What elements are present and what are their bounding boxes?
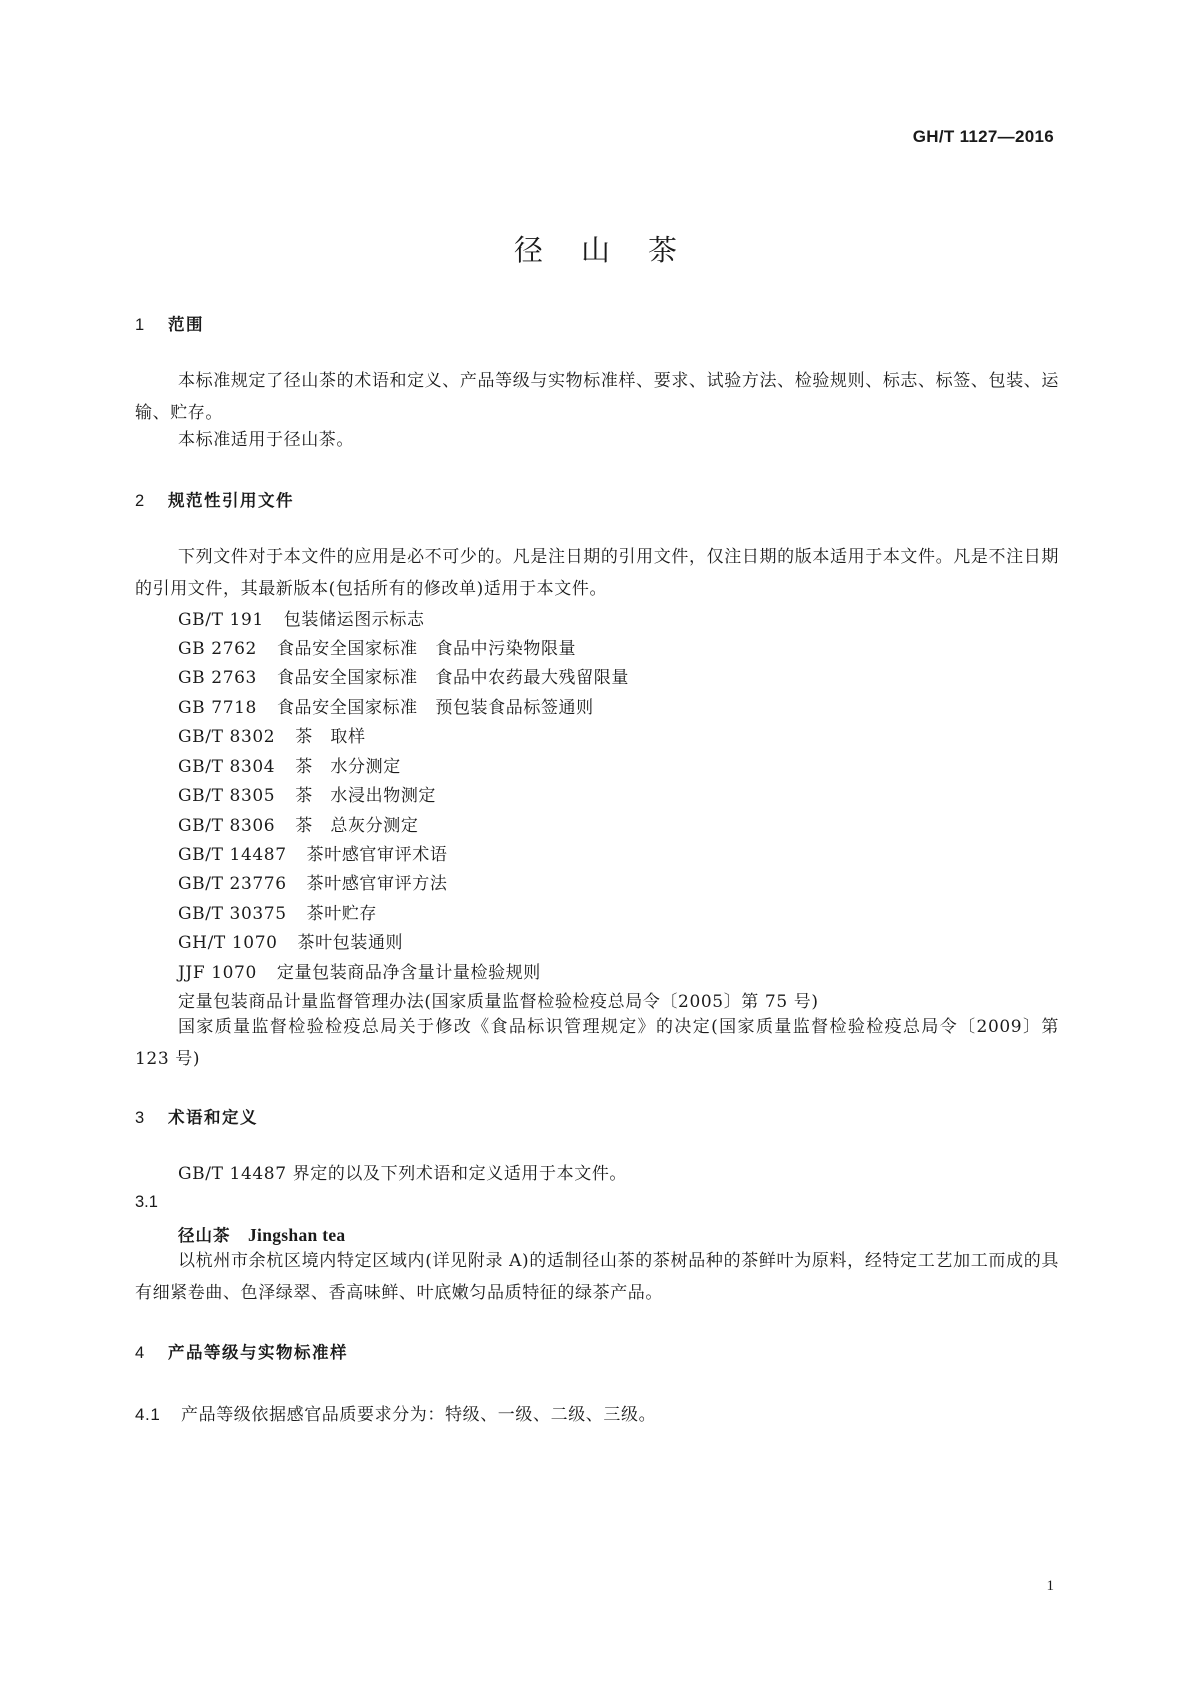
section-number: 3	[135, 1109, 146, 1127]
reference-code: GB/T 8304	[178, 757, 276, 777]
reference-title: 茶 水分测定	[295, 757, 401, 777]
section-title: 范围	[168, 315, 204, 334]
reference-code: GB/T 23776	[178, 874, 287, 894]
section-2-heading	[135, 487, 294, 511]
document-title: 径山茶	[513, 233, 715, 267]
reference-title: 茶叶感官审评方法	[306, 874, 448, 894]
reference-code: GB 2763	[178, 668, 257, 688]
reference-item	[178, 928, 403, 953]
clause-number: 3.1	[135, 1193, 158, 1211]
reference-item	[178, 722, 366, 747]
reference-item	[178, 840, 447, 865]
reference-code: GB/T 14487	[178, 845, 287, 865]
term-english: Jingshan tea	[248, 1225, 346, 1245]
reference-item	[178, 605, 425, 630]
reference-code: GB/T 8305	[178, 786, 276, 806]
reference-item	[178, 663, 629, 688]
reference-item	[178, 752, 401, 777]
scope-applicability: 本标准适用于径山茶。	[178, 430, 354, 450]
standard-number: GH/T 1127—2016	[912, 127, 1054, 146]
section-title: 术语和定义	[168, 1108, 258, 1127]
terms-intro: GB/T 14487 界定的以及下列术语和定义适用于本文件。	[178, 1164, 628, 1184]
reference-code: GH/T 1070	[178, 933, 278, 953]
page-number: 1	[1046, 1578, 1054, 1594]
reference-title: 茶 总灰分测定	[295, 816, 419, 836]
section-4-heading	[135, 1339, 348, 1363]
section-1-heading	[135, 311, 204, 335]
reference-code: GB/T 8306	[178, 816, 276, 836]
reference-title: 茶 水浸出物测定	[295, 786, 437, 806]
section-number: 1	[135, 316, 146, 334]
reference-title: 定量包装商品净含量计量检验规则	[276, 963, 541, 983]
reference-item	[178, 958, 541, 983]
reference-code: GB/T 8302	[178, 727, 276, 747]
reference-code: GB/T 30375	[178, 904, 287, 924]
reference-decision: 国家质量监督检验检疫总局关于修改《食品标识管理规定》的决定(国家质量监督检验检疫总局令〔2009〕第 123 号)	[135, 1017, 1059, 1069]
reference-item	[178, 781, 436, 806]
section-number: 4	[135, 1344, 146, 1362]
reference-code: GB/T 191	[178, 610, 264, 630]
reference-title: 茶 取样	[295, 727, 366, 747]
section-3-heading	[135, 1104, 258, 1128]
reference-code: GB 7718	[178, 698, 257, 718]
term-chinese: 径山茶	[178, 1226, 231, 1245]
reference-item	[178, 869, 447, 894]
clause-number: 4.1	[135, 1405, 161, 1424]
reference-title: 茶叶感官审评术语	[306, 845, 448, 865]
section-title: 规范性引用文件	[168, 491, 294, 510]
reference-title: 茶叶贮存	[306, 904, 378, 924]
clause-text: 产品等级依据感官品质要求分为：特级、一级、二级、三级。	[181, 1405, 657, 1425]
reference-item	[178, 634, 576, 659]
reference-title: 食品安全国家标准 食品中污染物限量	[276, 639, 577, 659]
reference-code: JJF 1070	[178, 963, 257, 983]
normative-references-intro: 下列文件对于本文件的应用是必不可少的。凡是注日期的引用文件，仅注日期的版本适用于本文件。凡是不注日期的引用文件，其最新版本(包括所有的修改单)适用于本文件。	[135, 547, 1059, 599]
scope-paragraph: 本标准规定了径山茶的术语和定义、产品等级与实物标准样、要求、试验方法、检验规则、标志、标签、包装、运输、贮存。	[135, 371, 1059, 423]
reference-item	[178, 899, 377, 924]
reference-item	[178, 693, 594, 718]
reference-code: GB 2762	[178, 639, 257, 659]
reference-title: 包装储运图示标志	[283, 610, 425, 630]
clause-4-1	[135, 1400, 656, 1425]
section-number: 2	[135, 492, 146, 510]
reference-title: 食品安全国家标准 预包装食品标签通则	[276, 698, 594, 718]
term-definition: 以杭州市余杭区境内特定区域内(详见附录 A)的适制径山茶的茶树品种的茶鲜叶为原料，经特定工艺加工而成的具有细紧卷曲、色泽绿翠、香高味鲜、叶底嫩匀品质特征的绿茶产品。	[135, 1251, 1059, 1303]
reference-title: 茶叶包装通则	[297, 933, 404, 953]
section-title: 产品等级与实物标准样	[168, 1343, 348, 1362]
reference-title: 食品安全国家标准 食品中农药最大残留限量	[276, 668, 629, 688]
term-entry	[178, 1222, 345, 1246]
reference-measures: 定量包装商品计量监督管理办法(国家质量监督检验检疫总局令〔2005〕第 75 号)	[178, 992, 819, 1012]
reference-item	[178, 811, 418, 836]
